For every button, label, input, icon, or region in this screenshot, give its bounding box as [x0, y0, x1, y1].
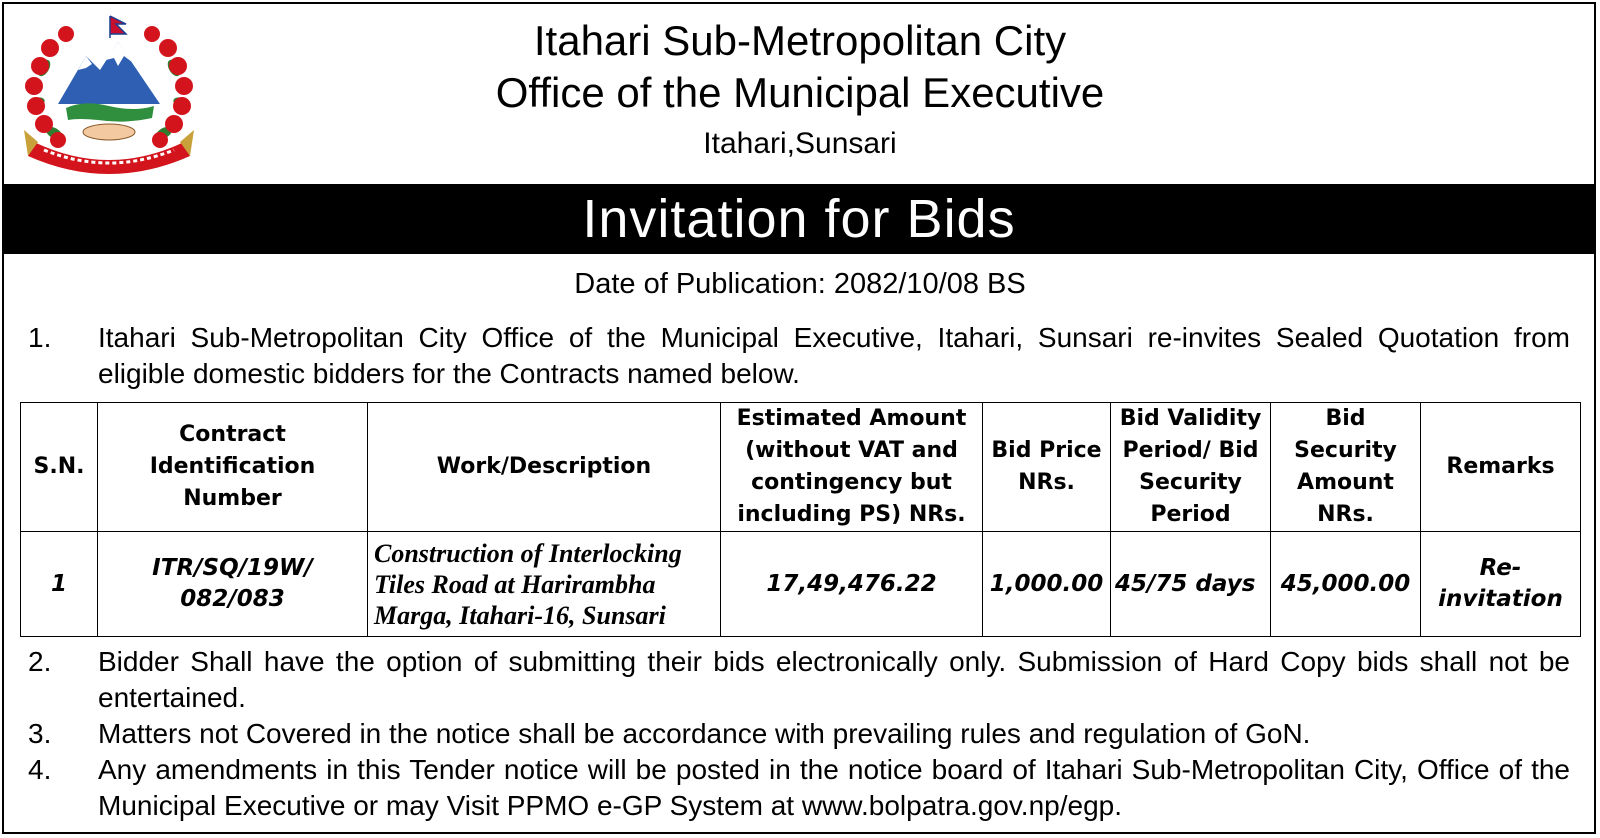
clause-text: Matters not Covered in the notice shall be accordance with prevailing rules and regulation of GoN. [98, 718, 1311, 749]
clause-2 [28, 644, 1570, 716]
bid-table [20, 402, 1581, 637]
column-header-estimated-amount: Estimated Amount (without VAT and contingency but including PS) NRs. [721, 403, 983, 532]
column-header-work: Work/Description [368, 403, 721, 532]
clause-text: Any amendments in this Tender notice will be posted in the notice board of Itahari Sub-Metropolitan City, Office of the Municipal Executive or may Visit PPMO e-GP System at www.bolpatra.gov.np/egp. [98, 754, 1570, 821]
cell-estimated-amount: 17,49,476.22 [721, 532, 983, 637]
cell-remarks: Re-invitation [1421, 532, 1581, 637]
office-title: Itahari Sub-Metropolitan City [533, 17, 1067, 64]
clause-number: 2. [28, 646, 52, 677]
clause-1 [28, 320, 1570, 392]
column-header-remarks: Remarks [1421, 403, 1581, 532]
cell-security-amount: 45,000.00 [1271, 532, 1421, 637]
clause-number: 3. [28, 718, 52, 749]
cell-bid-price: 1,000.00 [983, 532, 1111, 637]
table-header-row [21, 403, 1581, 532]
column-header-validity: Bid Validity Period/ Bid Security Period [1111, 403, 1271, 532]
notice-title-banner: Invitation for Bids [2, 184, 1596, 254]
cell-validity: 45/75 days [1111, 532, 1271, 637]
column-header-bid-price: Bid Price NRs. [983, 403, 1111, 532]
publication-date: Date of Publication: 2082/10/08 BS [574, 268, 1026, 300]
column-header-contract-id: Contract Identification Number [98, 403, 368, 532]
cell-contract-id: ITR/SQ/19W/ 082/083 [98, 532, 368, 637]
office-location: Itahari,Sunsari [703, 127, 897, 160]
clause-number: 4. [28, 754, 52, 785]
clause-number: 1. [28, 322, 52, 353]
cell-work: Construction of Interlocking Tiles Road at Harirambha Marga, Itahari-16, Sunsari [368, 532, 721, 637]
column-header-security-amount: Bid Security Amount NRs. [1271, 403, 1421, 532]
clause-3 [28, 716, 1570, 752]
table-row [21, 532, 1581, 637]
office-subtitle: Office of the Municipal Executive [495, 69, 1105, 116]
clause-4 [28, 752, 1570, 824]
clause-text: Bidder Shall have the option of submitting their bids electronically only. Submission of Hard Copy bids shall not be entertained. [98, 646, 1570, 713]
column-header-sn: S.N. [21, 403, 98, 532]
clause-text: Itahari Sub-Metropolitan City Office of the Municipal Executive, Itahari, Sunsari re-invites Sealed Quotation from eligible domestic bidders for the Contracts named below. [98, 322, 1570, 389]
cell-sn: 1 [21, 532, 98, 637]
